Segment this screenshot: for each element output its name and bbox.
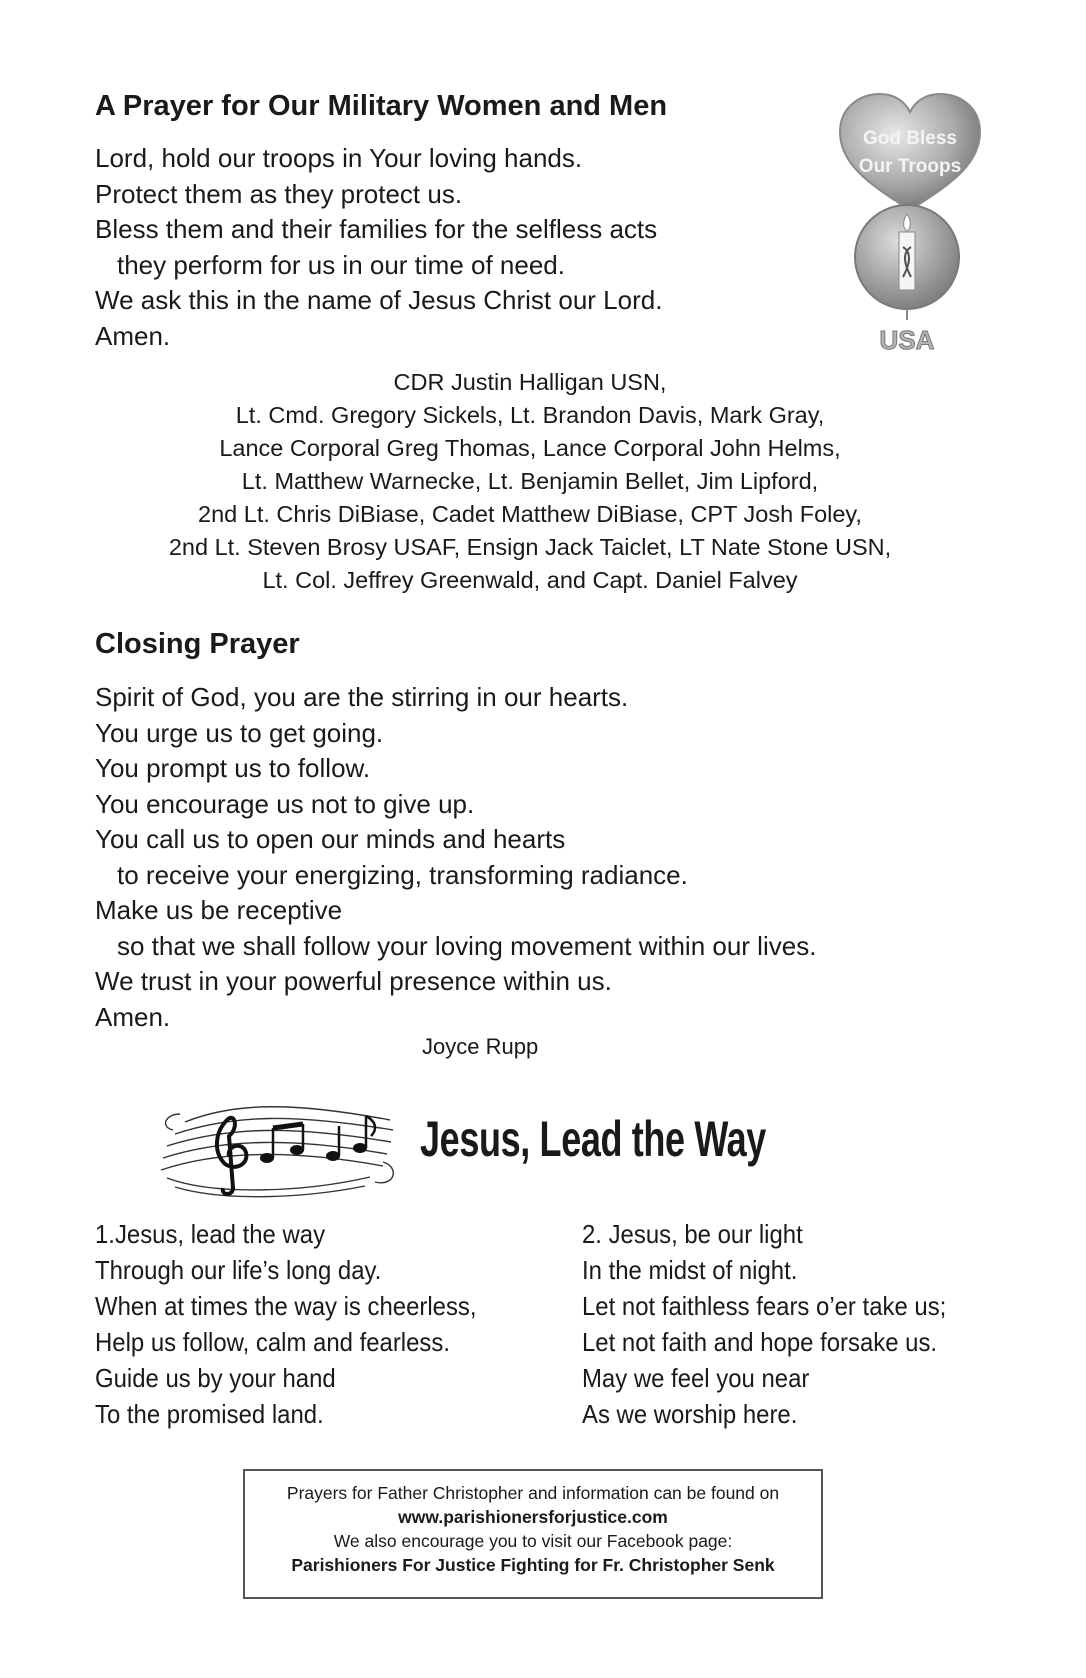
prayer-line: We ask this in the name of Jesus Christ our Lord. [95, 285, 663, 315]
prayer-line: We trust in your powerful presence within us. [95, 966, 612, 996]
verse-line: To the promised land. [95, 1399, 324, 1429]
hymn-verse-2 [582, 1216, 946, 1432]
prayer-line: You prompt us to follow. [95, 753, 371, 783]
hymn-verse-1 [95, 1216, 477, 1432]
verse-line: Let not faith and hope forsake us. [582, 1327, 938, 1357]
verse-line: In the midst of night. [582, 1255, 798, 1285]
verse-line: May we feel you near [582, 1363, 810, 1393]
prayer-line: Lord, hold our troops in Your loving hands. [95, 143, 583, 173]
treble-clef-icon [217, 1118, 246, 1194]
verse-line: Help us follow, calm and fearless. [95, 1327, 450, 1357]
hymn-title: Jesus, Lead the Way [420, 1111, 766, 1167]
verse-line: Through our life’s long day. [95, 1255, 382, 1285]
prayer-line: they perform for us in our time of need. [117, 249, 565, 280]
prayer-line: You urge us to get going. [95, 717, 384, 748]
prayer-line: You encourage us not to give up. [95, 788, 475, 819]
info-line: Prayers for Father Christopher and information can be found on [286, 1483, 780, 1503]
military-prayer-title: A Prayer for Our Military Women and Men [95, 90, 668, 122]
usa-badge-text: USA [879, 325, 935, 355]
names-line: 2nd Lt. Chris DiBiase, Cadet Matthew DiBiase, CPT Josh Foley, [198, 501, 862, 527]
prayer-line: Amen. [95, 320, 171, 351]
candle-icon [899, 232, 915, 290]
verse-line: Guide us by your hand [95, 1363, 336, 1393]
prayer-line: Amen. [95, 1001, 171, 1032]
music-notes-icon [260, 1116, 375, 1163]
closing-prayer-text [95, 680, 816, 1035]
heart-text-2: Our Troops [858, 156, 962, 177]
names-line: Lance Corporal Greg Thomas, Lance Corporal John Helms, [219, 435, 841, 461]
verse-line: As we worship here. [582, 1399, 798, 1429]
names-line: Lt. Matthew Warnecke, Lt. Benjamin Bellet, Jim Lipford, [241, 468, 819, 494]
heart-text-1: God Bless [863, 128, 957, 149]
facebook-page-name: Parishioners For Justice Fighting for Fr. Christopher Senk [291, 1555, 775, 1575]
prayer-line: so that we shall follow your loving movement within our lives. [117, 930, 817, 961]
website-link[interactable]: www.parishionersforjustice.com [398, 1507, 668, 1527]
closing-prayer-title: Closing Prayer [95, 628, 300, 660]
info-box [243, 1469, 823, 1599]
prayer-line: Spirit of God, you are the stirring in our hearts. [95, 682, 629, 712]
god-bless-troops-emblem [835, 92, 985, 362]
verse-line: When at times the way is cheerless, [95, 1291, 477, 1321]
names-line: Lt. Col. Jeffrey Greenwald, and Capt. Daniel Falvey [262, 567, 798, 593]
prayer-line: Make us be receptive [95, 895, 343, 925]
prayer-author: Joyce Rupp [422, 1034, 539, 1059]
verse-line: 2. Jesus, be our light [582, 1219, 803, 1249]
verse-line: 1.Jesus, lead the way [95, 1219, 326, 1249]
prayer-line: You call us to open our minds and hearts [95, 824, 566, 854]
prayer-line: Bless them and their families for the selfless acts [95, 214, 658, 244]
verse-line: Let not faithless fears o’er take us; [582, 1291, 947, 1321]
names-line: CDR Justin Halligan USN, [393, 369, 667, 395]
music-staff-icon [155, 1092, 400, 1204]
military-names-list [60, 366, 1000, 597]
names-line: 2nd Lt. Steven Brosy USAF, Ensign Jack Taiclet, LT Nate Stone USN, [168, 534, 892, 560]
prayer-line: Protect them as they protect us. [95, 178, 463, 209]
prayer-line: to receive your energizing, transforming radiance. [117, 859, 688, 890]
names-line: Lt. Cmd. Gregory Sickels, Lt. Brandon Davis, Mark Gray, [235, 402, 825, 428]
info-line: We also encourage you to visit our Facebook page: [333, 1531, 733, 1551]
military-prayer-text [95, 141, 662, 354]
heart-shape [840, 94, 980, 210]
